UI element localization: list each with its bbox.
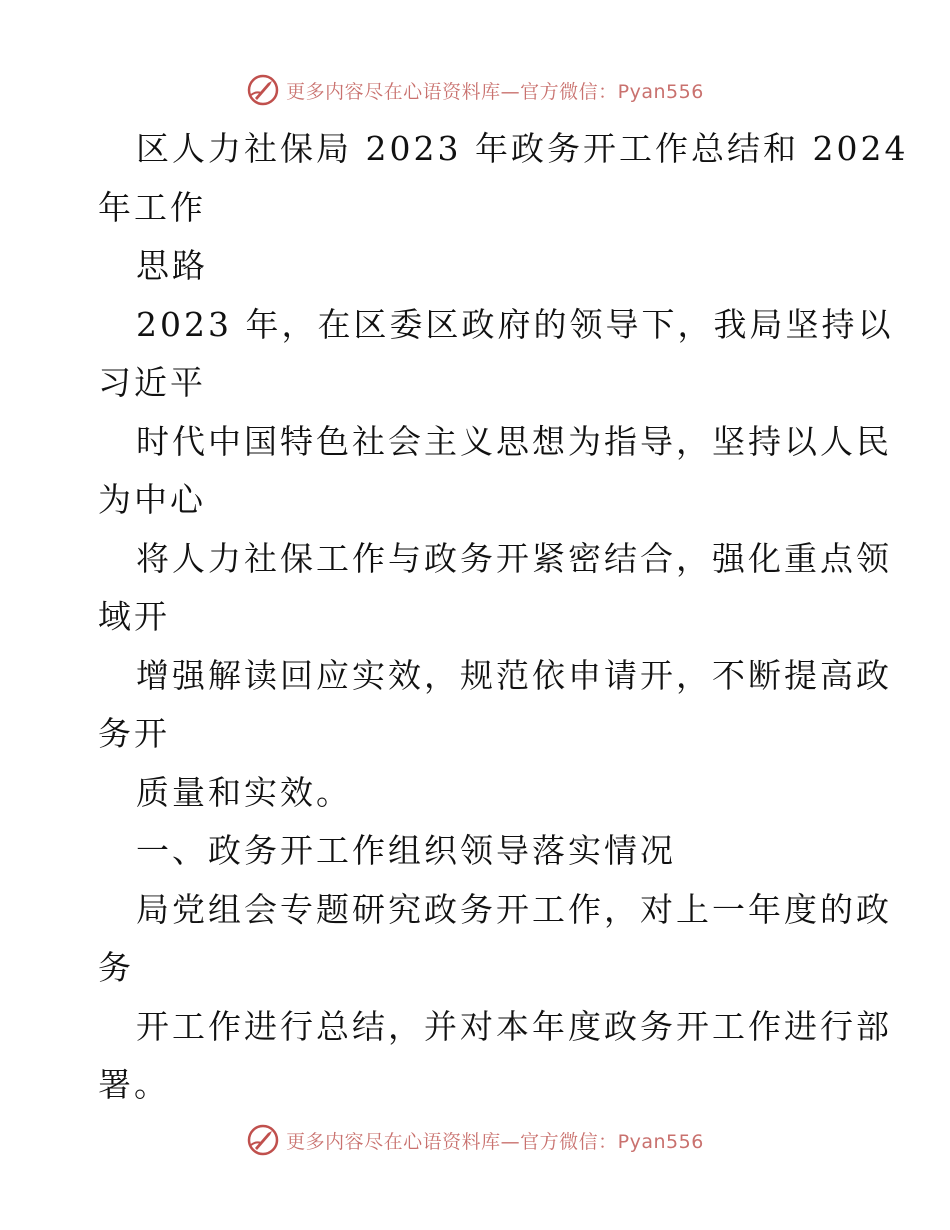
doc-line: 习近平 (98, 363, 206, 402)
quill-pen-logo-icon (246, 1123, 280, 1157)
doc-line: 一、政务开工作组织领导落实情况 (136, 831, 676, 870)
doc-line: 域开 (98, 597, 170, 636)
doc-line: 思路 (136, 246, 208, 285)
doc-line: 开工作进行总结，并对本年度政务开工作进行部 (136, 1006, 892, 1046)
doc-line: 时代中国特色社会主义思想为指导，坚持以人民 (136, 421, 892, 461)
doc-line: 质量和实效。 (136, 772, 352, 812)
doc-line: 务开 (98, 714, 170, 753)
doc-line: 2023 年，在区委区政府的领导下，我局坚持以 (136, 304, 894, 344)
doc-line: 增强解读回应实效，规范依申请开，不断提高政 (136, 655, 892, 695)
doc-line: 将人力社保工作与政务开紧密结合，强化重点领 (136, 538, 892, 578)
header-banner-text: 更多内容尽在心语资料库—官方微信：Pyan556 (286, 80, 704, 103)
footer-banner-text: 更多内容尽在心语资料库—官方微信：Pyan556 (286, 1130, 704, 1153)
footer-watermark-banner (0, 1120, 950, 1160)
doc-line: 署。 (98, 1065, 170, 1104)
doc-line: 区人力社保局 2023 年政务开工作总结和 2024 (136, 129, 909, 168)
doc-line: 局党组会专题研究政务开工作，对上一年度的政 (136, 889, 892, 929)
doc-line: 务 (98, 948, 134, 987)
quill-pen-logo-icon (246, 73, 280, 107)
header-watermark-banner (0, 70, 950, 110)
doc-line: 年工作 (98, 187, 206, 227)
doc-line: 为中心 (98, 480, 206, 519)
document-body (98, 120, 909, 1115)
